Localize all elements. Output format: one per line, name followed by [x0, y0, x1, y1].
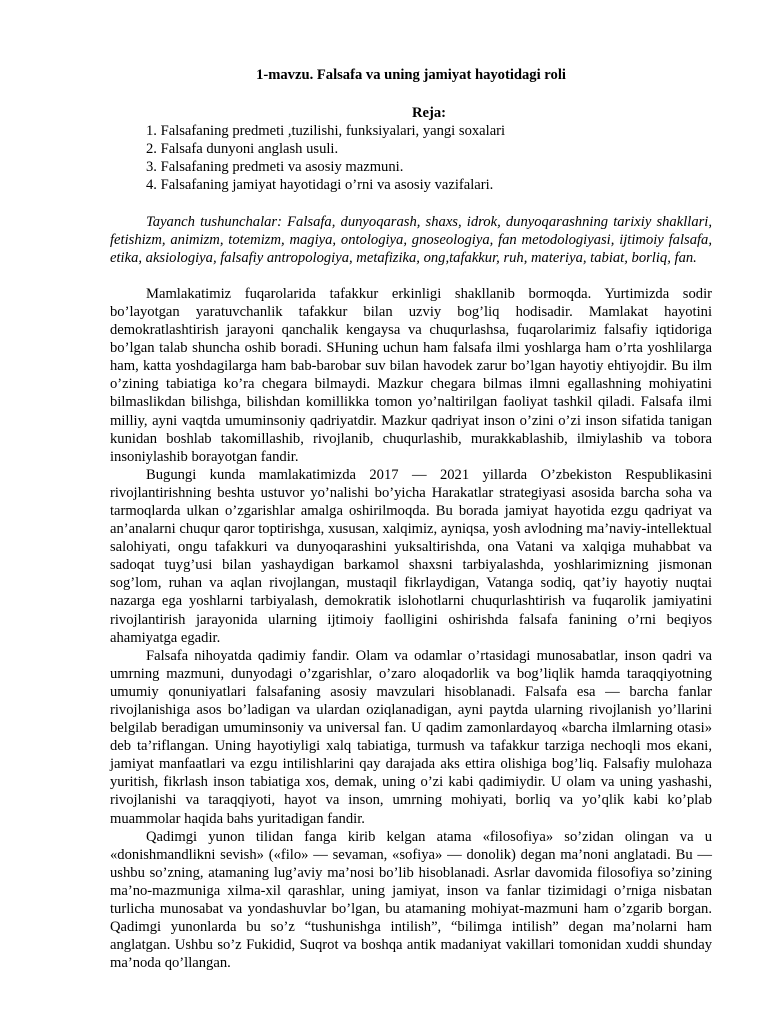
paragraph: Mamlakatimiz fuqarolarida tafakkur erkinligi shakllanib bormoqda. Yurtimizda sodir bo’layotgan yaratuvchanlik tafakkur bilan uzviy bog’liq hodisadir. Mamlakat hayotini demokratlashtirish jarayoni qanchalik kengaysa va chuqurlashsa, fuqarolarimiz falsafiy iqtidoriga bo’lgan talab shuncha oshib boradi. SHuning uchun ham falsafa ilmi yoshlarga ham o’rta yoshlilarga ham, katta yoshdagilarga ham bab-barobar suv bilan havodek zarur bo’lgan hayotiy ehtiyojdir. Bu ilm o’zining tabiatiga ko’ra chegara bilmaydi. Mazkur chegara bilmas ilmni egallashning mohiyatini bilmaslikdan bilishga, bilishdan komillikka tomon yo’naltirilgan faoliyat tashkil qiladi. Falsafa ilmi milliy, ayni vaqtda umuminsoniy qadriyatdir. Mazkur qadriyat inson o’zini o’zi inson sifatida tanigan kunidan boshlab takomillashib, rivojlanib, chuqurlashib, murakkablashib, ilmiylashib va tobora insoniylashib borayotgan fandir. [110, 285, 712, 465]
body-text [110, 285, 712, 973]
paragraph: Falsafa nihoyatda qadimiy fandir. Olam va odamlar o’rtasidagi munosabatlar, inson qadri va umrning mazmuni, dunyodagi o’zgarishlar, o’zaro aloqadorlik va bog’liqlik hamda taraqqiyotning umumiy qonuniyatlari falsafaning asosiy mavzulari hisoblanadi. Falsafa esa — barcha fanlar rivojlanishiga asos bo’ladigan va ulardan oziqlanadigan, ayni paytda ularning rivojlanish yo’llarini belgilab beradigan umuminsoniy va universal fan. U qadim zamonlardayoq «barcha ilmlarning otasi» deb ta’riflangan. Uning hayotiyligi xalq tabiatiga, turmush va tafakkur tarziga nechoqli mos ekani, jamiyat manfaatlari va ezgu intilishlarini qay darajada aks ettira olishiga bog’liq. Falsafiy mulohaza yuritish, fikrlash inson tabiatiga xos, demak, uning o’zi kabi qadimiydir. U olam va uning yashashi, rivojlanishi va taraqqiyoti, hayot va inson, umrning mohiyati, borliq va yo’qlik kabi ko’plab muammolar haqida bahs yuritadigan fandir. [110, 647, 712, 827]
plan-item: 3. Falsafaning predmeti va asosiy mazmuni. [146, 159, 404, 176]
plan-list [110, 122, 712, 194]
document-page [110, 66, 712, 972]
paragraph: Qadimgi yunon tilidan fanga kirib kelgan atama «filosofiya» so’zidan olingan va u «donishmandlikni sevish» («filo» — sevaman, «sofiya» — donolik) degan ma’noni anglatadi. Bu — ushbu so’zning, atamaning lug’aviy ma’nosi bo’lib hisoblanadi. Asrlar davomida filosofiya so’zining ma’no-mazmuniga xilma-xil qarashlar, uning jamiyat, inson va fanlar tizimidagi o’rniga nisbatan turlicha munosabat va yondashuvlar bo’lgan, bu atamaning mohiyat-mazmuni ham o’zgarib borgan. Qadimgi yunonlarda bu so’z “tushunishga intilish”, “bilimga intilish” degan ma’nolarni ham anglatgan. Ushbu so’z Fukidid, Suqrot va boshqa antik madaniyat vakillari tomonidan xuddi shunday ma’noda qo’llangan. [110, 828, 712, 972]
plan-heading: Reja: [411, 105, 447, 122]
paragraph: Bugungi kunda mamlakatimizda 2017 — 2021 yillarda O’zbekiston Respublikasini rivojlantirishning beshta ustuvor yo’nalishi bo’yicha Harakatlar strategiyasi asosida barcha soha va tarmoqlarda ulkan o’zgarishlar amalga oshirilmoqda. Bu borada jamiyat hayotida ezgu qadriyat va an’analarni chuqur qaror toptirishga, xususan, xalqimiz, ayniqsa, yosh avlodning ma’naviy-intellektual salohiyati, ongu tafakkuri va dunyoqarashini yuksaltirishda, ona Vatani va xalqiga muhabbat va sadoqat tuyg’usi bilan yashaydigan barkamol shaxsni tarbiyalashda, yoshlarimizning jismonan sog’lom, ruhan va aqlan rivojlangan, mustaqil fikrlaydigan, Vatanga sodiq, qat’iy hayotiy nuqtai nazarga ega yoshlarni tarbiyalash, demokratik islohotlarni chuqurlashtirish va fuqarolik jamiyatini rivojlantirish jarayonida ularning ijtimoiy faolligini oshirishda falsafa fanining o’rni beqiyos ahamiyatga egadir. [110, 466, 712, 646]
plan-item: 4. Falsafaning jamiyat hayotidagi o’rni va asosiy vazifalari. [146, 177, 494, 194]
key-concepts: Tayanch tushunchalar: Falsafa, dunyoqarash, shaxs, idrok, dunyoqarashning tarixiy shakllari, fetishizm, animizm, totemizm, magiya, ontologiya, gnoseologiya, fan metodologiyasi, ijtimoiy falsafa, etika, aksiologiya, falsafiy antropologiya, metafizika, ong,tafakkur, ruh, materiya, tabiat, borliq, fan. [110, 213, 712, 266]
plan-item: 1. Falsafaning predmeti ,tuzilishi, funksiyalari, yangi soxalari [146, 123, 506, 140]
plan-item: 2. Falsafa dunyoni anglash usuli. [146, 141, 339, 158]
document-title: 1-mavzu. Falsafa va uning jamiyat hayotidagi roli [256, 67, 566, 83]
